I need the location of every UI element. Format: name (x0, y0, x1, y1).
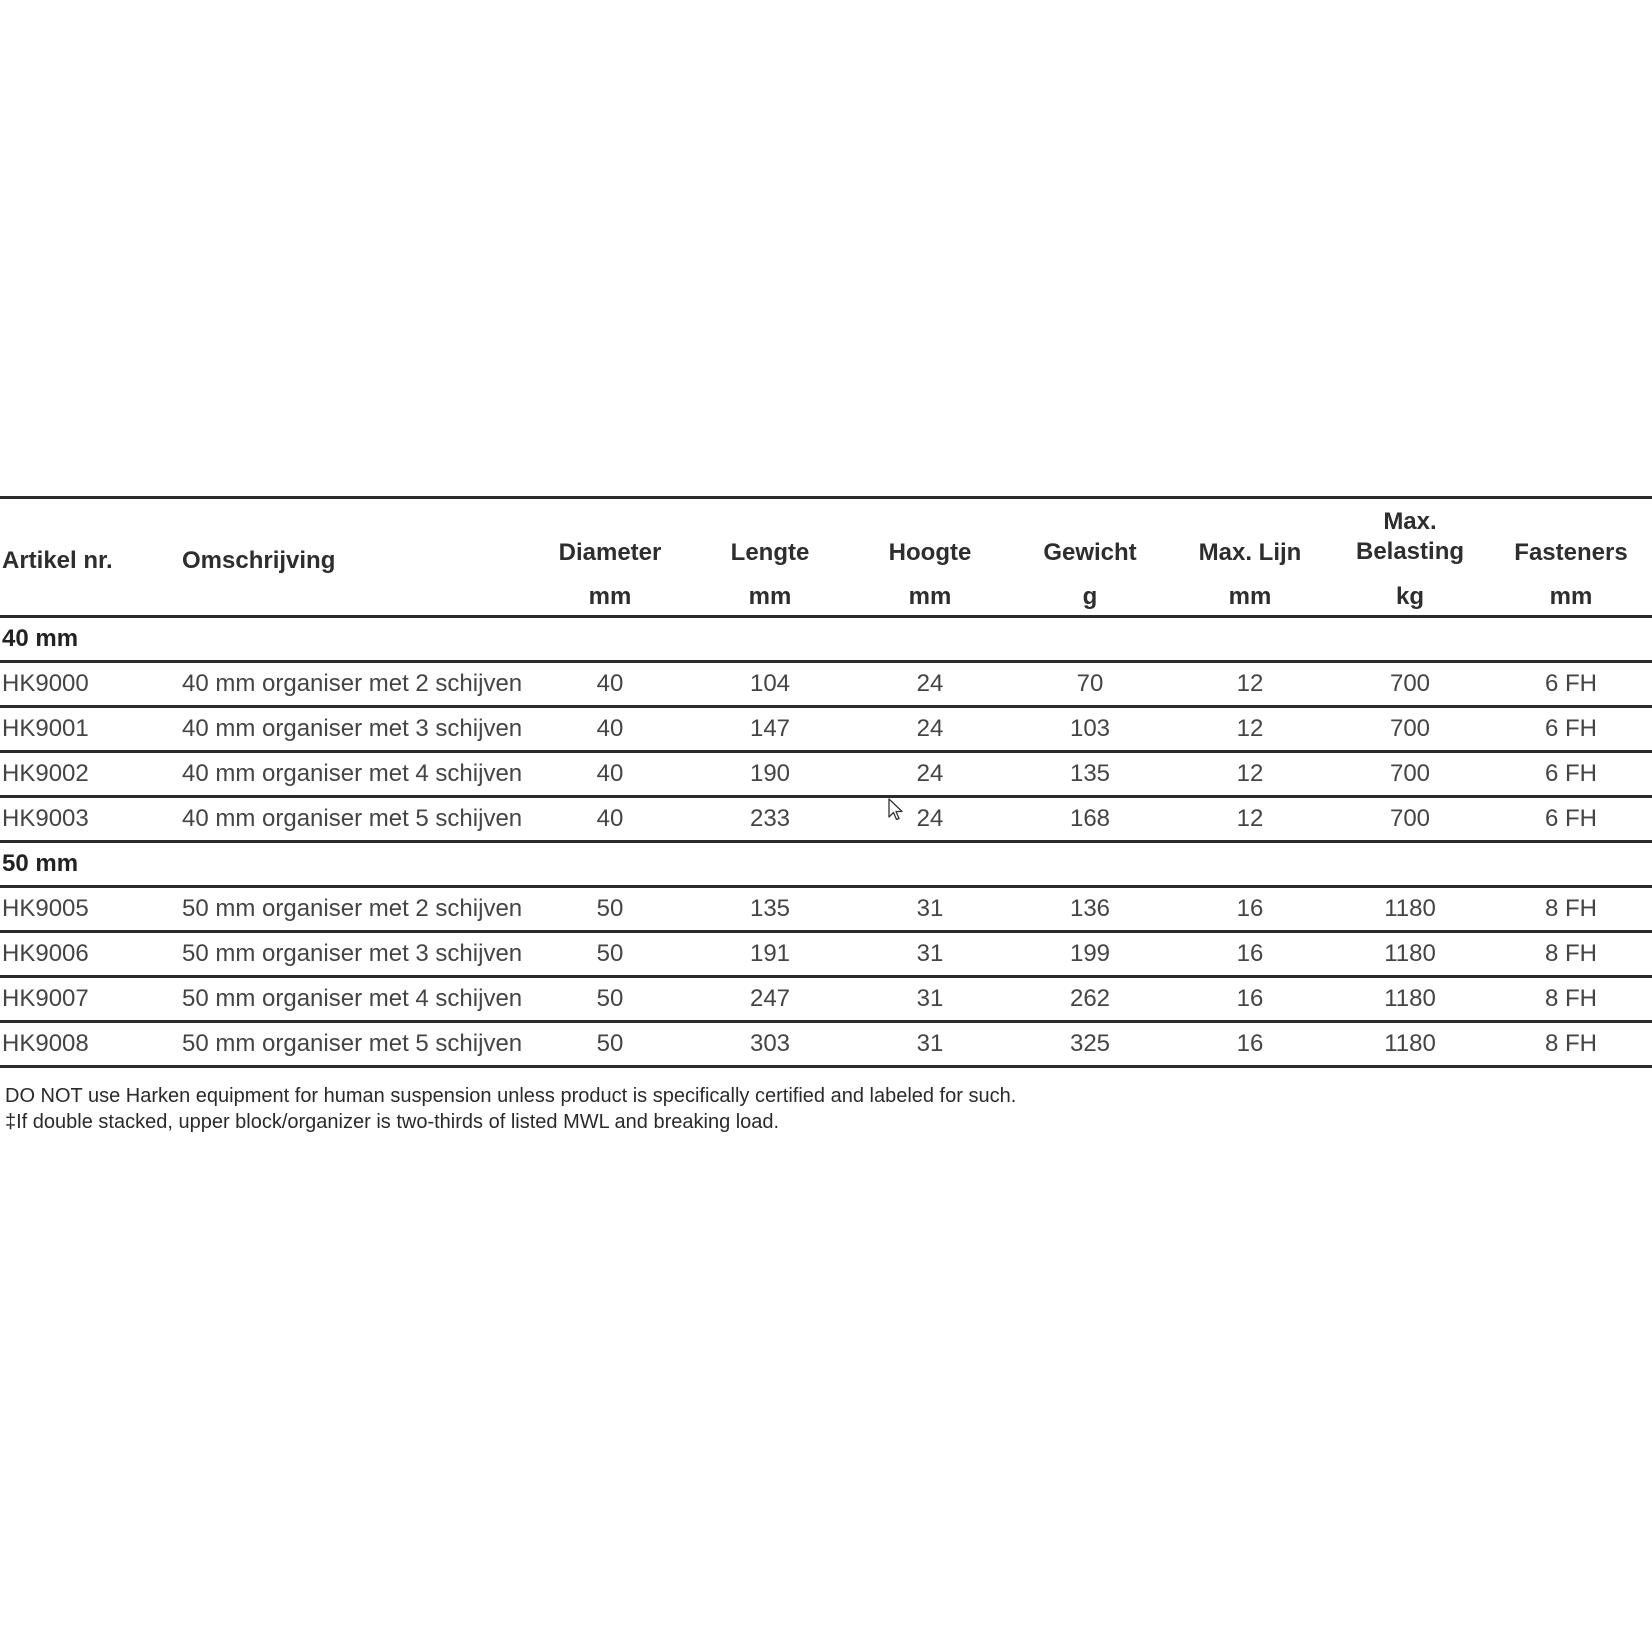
cell-lengte: 233 (690, 797, 850, 842)
table-row (0, 977, 1652, 1022)
column-header-max-belasting-line1: Max. (1383, 508, 1437, 535)
cell-max-belasting: 700 (1330, 662, 1490, 707)
column-header-max-belasting (1330, 498, 1490, 568)
cell-omschrijving: 50 mm organiser met 5 schijven (180, 1022, 530, 1067)
cell-hoogte: 24 (850, 797, 1010, 842)
cell-lengte: 135 (690, 887, 850, 932)
cell-omschrijving: 50 mm organiser met 2 schijven (180, 887, 530, 932)
table-row (0, 1022, 1652, 1067)
column-header-omschrijving-label: Omschrijving (182, 547, 336, 574)
cell-max-lijn: 16 (1170, 977, 1330, 1022)
cell-artikel: HK9008 (0, 1022, 180, 1067)
cell-artikel: HK9003 (0, 797, 180, 842)
cell-fasteners: 6 FH (1490, 797, 1652, 842)
cell-max-belasting: 700 (1330, 707, 1490, 752)
cell-max-lijn: 16 (1170, 1022, 1330, 1067)
cell-fasteners: 8 FH (1490, 932, 1652, 977)
table-row (0, 932, 1652, 977)
cell-max-lijn: 12 (1170, 662, 1330, 707)
cell-omschrijving: 40 mm organiser met 5 schijven (180, 797, 530, 842)
cell-max-lijn: 12 (1170, 752, 1330, 797)
cell-hoogte: 31 (850, 1022, 1010, 1067)
unit-lengte: mm (690, 567, 850, 617)
cell-fasteners: 8 FH (1490, 887, 1652, 932)
cell-lengte: 191 (690, 932, 850, 977)
spec-table-container (0, 496, 1652, 1068)
unit-max-lijn: mm (1170, 567, 1330, 617)
cell-lengte: 147 (690, 707, 850, 752)
group-row (0, 617, 1652, 662)
cell-fasteners: 6 FH (1490, 707, 1652, 752)
column-header-fasteners: Fasteners (1490, 498, 1652, 568)
cell-artikel: HK9001 (0, 707, 180, 752)
cell-diameter: 50 (530, 977, 690, 1022)
table-row (0, 797, 1652, 842)
footnote-double-stacked: ‡If double stacked, upper block/organizer is two-thirds of listed MWL and breaking load. (5, 1111, 780, 1133)
group-title: 50 mm (0, 842, 1652, 887)
column-header-lengte: Lengte (690, 498, 850, 568)
unit-max-belasting: kg (1330, 567, 1490, 617)
cell-max-belasting: 700 (1330, 752, 1490, 797)
cell-max-belasting: 1180 (1330, 887, 1490, 932)
cell-gewicht: 135 (1010, 752, 1170, 797)
unit-fasteners: mm (1490, 567, 1652, 617)
cell-diameter: 40 (530, 752, 690, 797)
header-row (0, 498, 1652, 568)
cell-gewicht: 262 (1010, 977, 1170, 1022)
column-header-omschrijving (180, 498, 530, 617)
cell-lengte: 104 (690, 662, 850, 707)
column-header-diameter: Diameter (530, 498, 690, 568)
cell-max-belasting: 700 (1330, 797, 1490, 842)
cell-hoogte: 31 (850, 977, 1010, 1022)
spec-table (0, 496, 1652, 1068)
cell-lengte: 190 (690, 752, 850, 797)
cell-diameter: 40 (530, 662, 690, 707)
cell-max-lijn: 12 (1170, 707, 1330, 752)
mouse-pointer-icon (888, 798, 906, 822)
cell-hoogte: 31 (850, 887, 1010, 932)
table-row (0, 662, 1652, 707)
cell-max-belasting: 1180 (1330, 1022, 1490, 1067)
table-row (0, 707, 1652, 752)
footnotes (5, 1083, 1016, 1135)
group-row (0, 842, 1652, 887)
cell-lengte: 247 (690, 977, 850, 1022)
cell-omschrijving: 50 mm organiser met 3 schijven (180, 932, 530, 977)
cell-fasteners: 8 FH (1490, 1022, 1652, 1067)
cell-hoogte: 24 (850, 752, 1010, 797)
cell-gewicht: 168 (1010, 797, 1170, 842)
cell-max-lijn: 16 (1170, 932, 1330, 977)
cell-artikel: HK9002 (0, 752, 180, 797)
cell-fasteners: 8 FH (1490, 977, 1652, 1022)
column-header-gewicht: Gewicht (1010, 498, 1170, 568)
cell-hoogte: 24 (850, 662, 1010, 707)
cell-fasteners: 6 FH (1490, 752, 1652, 797)
cell-omschrijving: 40 mm organiser met 4 schijven (180, 752, 530, 797)
column-header-max-lijn: Max. Lijn (1170, 498, 1330, 568)
cell-hoogte: 31 (850, 932, 1010, 977)
cell-hoogte: 24 (850, 707, 1010, 752)
cell-max-lijn: 16 (1170, 887, 1330, 932)
column-header-artikel: Artikel nr. (0, 498, 180, 617)
cell-gewicht: 136 (1010, 887, 1170, 932)
unit-hoogte: mm (850, 567, 1010, 617)
table-body (0, 617, 1652, 1067)
cell-max-belasting: 1180 (1330, 977, 1490, 1022)
cell-gewicht: 325 (1010, 1022, 1170, 1067)
table-row (0, 752, 1652, 797)
cell-diameter: 50 (530, 887, 690, 932)
table-row (0, 887, 1652, 932)
cell-omschrijving: 50 mm organiser met 4 schijven (180, 977, 530, 1022)
cell-lengte: 303 (690, 1022, 850, 1067)
cell-max-belasting: 1180 (1330, 932, 1490, 977)
cell-fasteners: 6 FH (1490, 662, 1652, 707)
cell-diameter: 50 (530, 932, 690, 977)
column-header-max-belasting-line2: Belasting (1355, 538, 1465, 565)
cell-diameter: 50 (530, 1022, 690, 1067)
cell-omschrijving: 40 mm organiser met 2 schijven (180, 662, 530, 707)
cell-omschrijving: 40 mm organiser met 3 schijven (180, 707, 530, 752)
unit-gewicht: g (1010, 567, 1170, 617)
cell-artikel: HK9005 (0, 887, 180, 932)
cell-gewicht: 199 (1010, 932, 1170, 977)
cell-artikel: HK9007 (0, 977, 180, 1022)
cell-max-lijn: 12 (1170, 797, 1330, 842)
cell-artikel: HK9006 (0, 932, 180, 977)
unit-diameter: mm (530, 567, 690, 617)
footnote-safety: DO NOT use Harken equipment for human suspension unless product is specifically certified and labeled for such. (5, 1085, 1017, 1107)
column-header-hoogte: Hoogte (850, 498, 1010, 568)
cell-gewicht: 103 (1010, 707, 1170, 752)
cell-diameter: 40 (530, 707, 690, 752)
cell-artikel: HK9000 (0, 662, 180, 707)
cell-gewicht: 70 (1010, 662, 1170, 707)
cell-diameter: 40 (530, 797, 690, 842)
group-title: 40 mm (0, 617, 1652, 662)
